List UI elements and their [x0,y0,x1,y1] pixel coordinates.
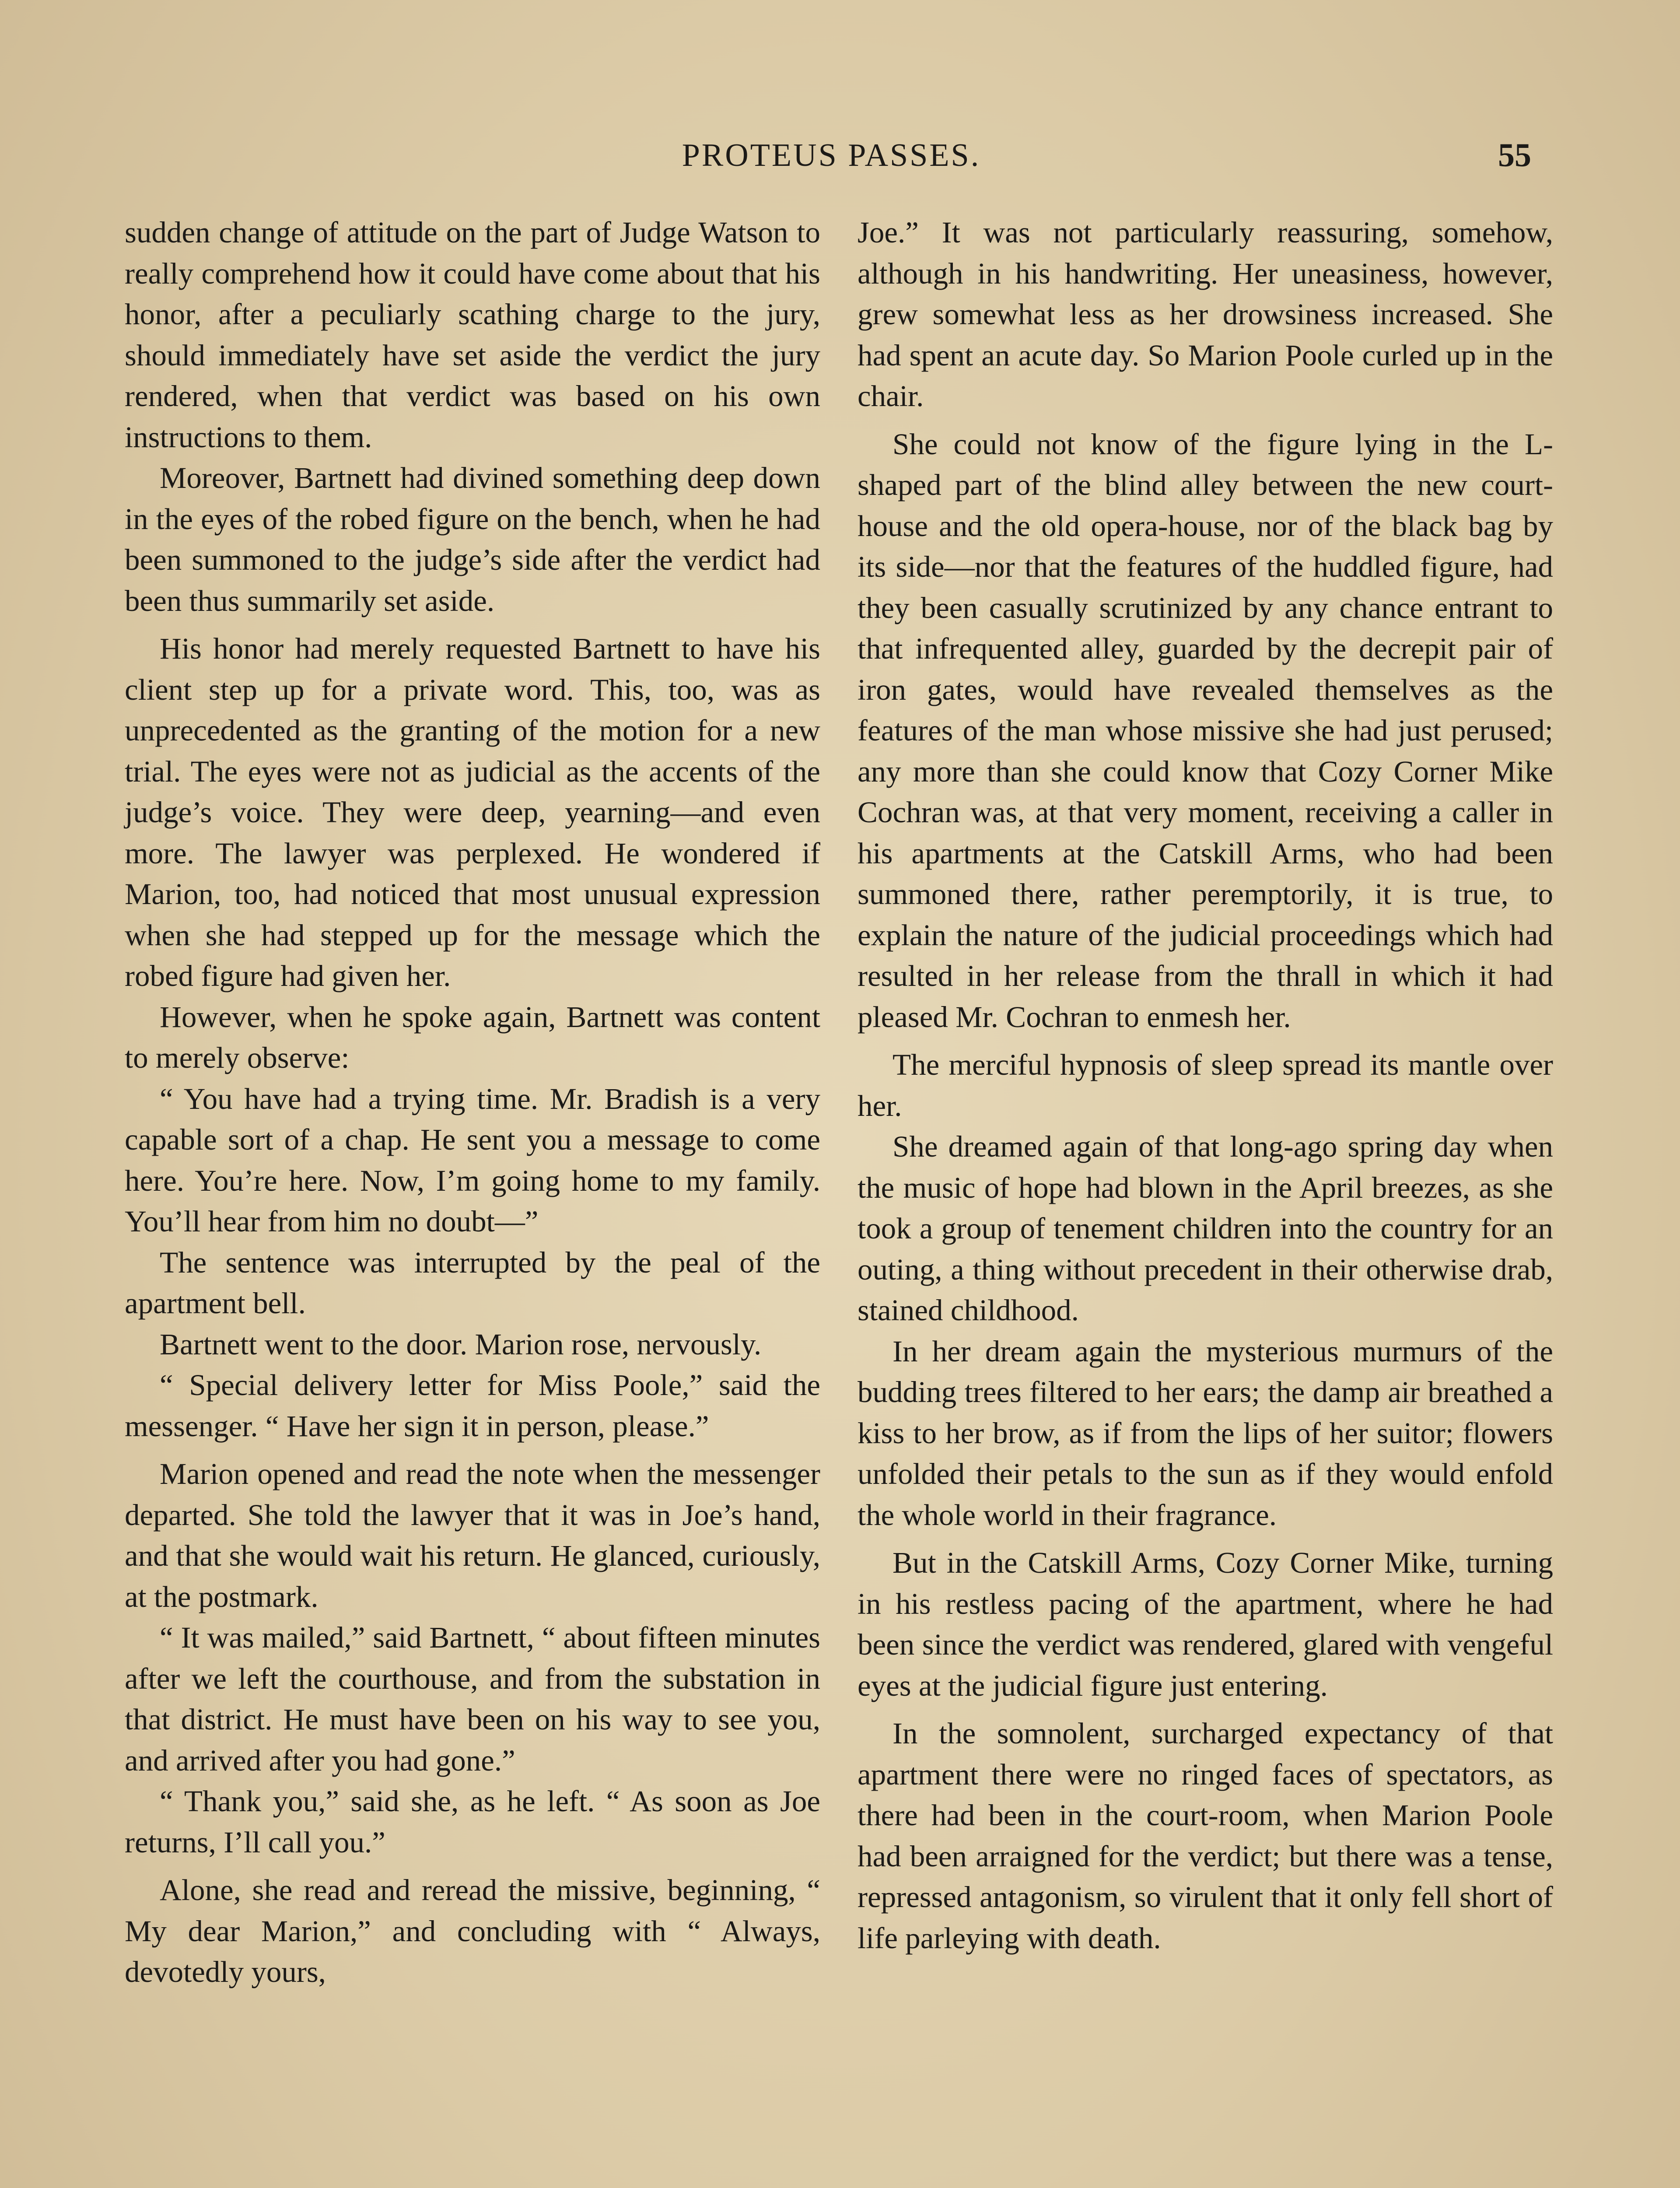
right-column [858,212,1553,2188]
paragraph: “ Special delivery letter for Miss Poole,” said the messenger. “ Have her sign it in person, please.” [125,1368,820,1443]
paragraph: But in the Catskill Arms, Cozy Corner Mike, turning in his restless pacing of the apartment, where he had been since the verdict was rendered, glared with vengeful eyes at the judicial figure just entering. [858,1546,1553,1702]
paragraph: However, when he spoke again, Bartnett was content to merely observe: [125,1000,820,1074]
paragraph: “ You have had a trying time. Mr. Bradish is a very capable sort of a chap. He sent you a message to come here. You’re here. Now, I’m going home to my family. You’ll hear from him no doubt—” [125,1082,820,1238]
paragraph: Joe.” It was not particularly reassuring, somehow, although in his handwriting. Her uneasiness, however, grew somewhat less as her drowsiness increased. She had spent an acute day. So Marion Poole curled up in the chair. [858,216,1553,413]
paragraph: The merciful hypnosis of sleep spread its mantle over her. [858,1048,1553,1122]
paragraph: She dreamed again of that long-ago spring day when the music of hope had blown in the April breezes, as she took a group of tenement children into the country for an outing, a thing without precedent in their otherwise drab, stained childhood. [858,1130,1553,1327]
page-number: 55 [1498,137,1531,174]
paragraph: sudden change of attitude on the part of Judge Watson to really comprehend how it could have come about that his honor, after a peculiarly scathing charge to the jury, should immediately have set aside the verdict the jury rendered, when that verdict was based on his own instructions to them. [125,216,820,454]
paragraph: Bartnett went to the door. Marion rose, nervously. [160,1327,762,1361]
paragraph: In the somnolent, surcharged expectancy of that apartment there were no ringed faces of spectators, as there had been in the court-room, when Marion Poole had been arraigned for the verdict; but there was a tense, repressed antagonism, so virulent that it only fell short of life parleying with death. [858,1717,1553,1955]
paragraph: Moreover, Bartnett had divined something deep down in the eyes of the robed figure on the bench, when he had been summoned to the judge’s side after the verdict had been thus summarily set aside. [125,461,820,617]
page-header [131,131,1531,179]
paragraph: Alone, she read and reread the missive, beginning, “ My dear Marion,” and concluding with “ Always, devotedly yours, [125,1873,820,1988]
paragraph: The sentence was interrupted by the peal of the apartment bell. [125,1245,820,1320]
paragraph: In her dream again the mysterious murmurs of the budding trees filtered to her ears; the damp air breathed a kiss to her brow, as if from the lips of her suitor; flowers unfolded their petals to the sun as if they would enfold the whole world in their fragrance. [858,1334,1553,1532]
paragraph: “ It was mailed,” said Bartnett, “ about fifteen minutes after we left the courthouse, and from the substation in that district. He must have been on his way to see you, and arrived after you had gone.” [125,1621,820,1777]
paragraph: “ Thank you,” said she, as he left. “ As soon as Joe returns, I’ll call you.” [125,1785,820,1859]
paragraph: She could not know of the figure lying in the L-shaped part of the blind alley between the new court-house and the old opera-house, nor of the black bag by its side—nor that the features of the huddled figure, had they been casually scrutinized by any chance entrant to that infrequented alley, guarded by the decrepit pair of iron gates, would have revealed themselves as the features of the man whose missive she had just perused; any more than she could know that Cozy Corner Mike Cochran was, at that very moment, receiving a caller in his apartments at the Catskill Arms, who had been summoned there, rather peremptorily, it is true, to explain the nature of the judicial proceedings which had resulted in her release from the thrall in which it had pleased Mr. Cochran to enmesh her. [858,427,1553,1034]
running-title: PROTEUS PASSES. [682,137,981,173]
paragraph: His honor had merely requested Bartnett to have his client step up for a private word. This, too, was as unprecedented as the granting of the motion for a new trial. The eyes were not as judicial as the accents of the judge’s voice. They were deep, yearning—and even more. The lawyer was perplexed. He wondered if Marion, too, had noticed that most unusual expression when she had stepped up for the message which the robed figure had given her. [125,632,820,992]
paragraph: Marion opened and read the note when the messenger departed. She told the lawyer that it was in Joe’s hand, and that she would wait his return. He glanced, curiously, at the postmark. [125,1457,820,1613]
left-column [125,212,820,2188]
